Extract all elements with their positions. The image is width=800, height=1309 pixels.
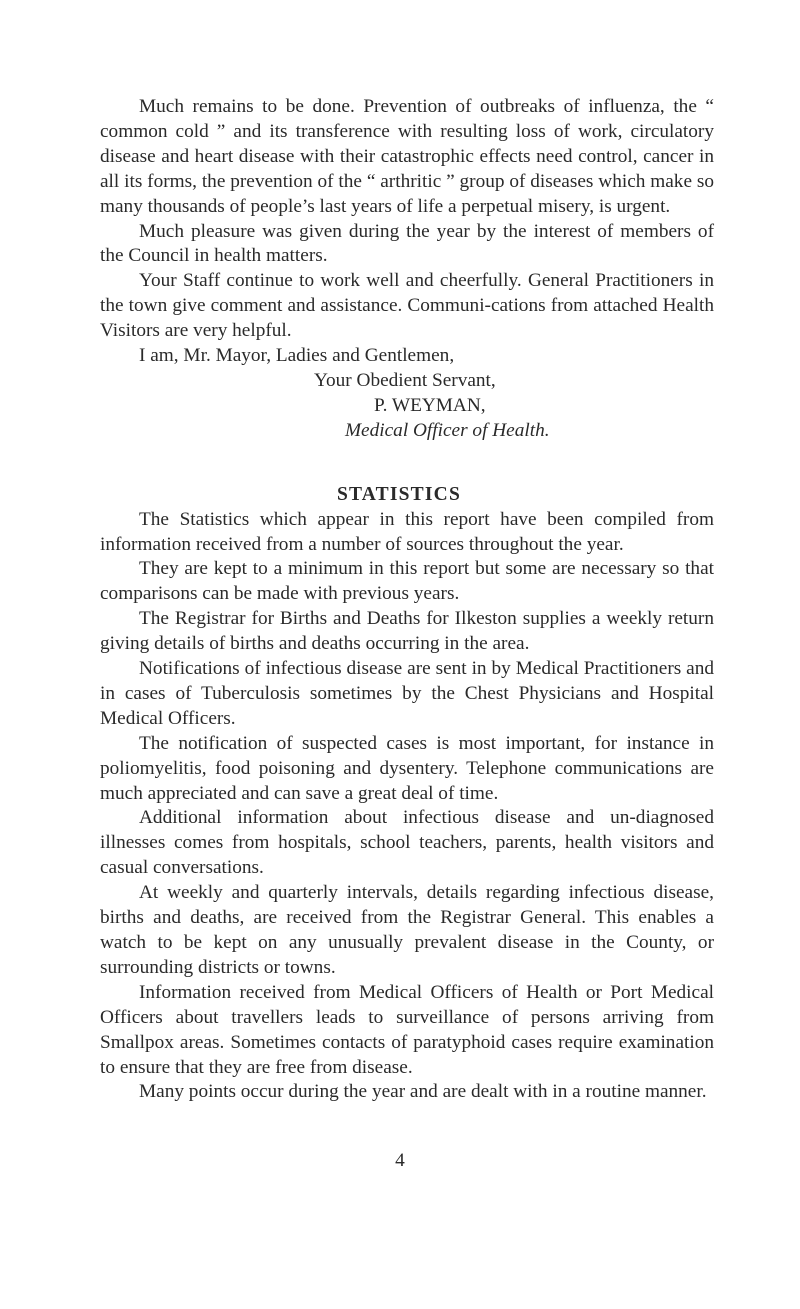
statistics-paragraph: Additional information about infectious disease and un-diagnosed illnesses comes from hospitals, school teachers, parents, health visitors and casual conversations. [100, 807, 714, 879]
statistics-paragraph: Many points occur during the year and are dealt with in a routine manner. [139, 1081, 707, 1103]
statistics-paragraph: Information received from Medical Officers of Health or Port Medical Officers about travellers leads to surveillance of persons arriving from Smallpox areas. Sometimes contacts of paratyphoid cases require examination to ensure that they are free from disease. [100, 981, 714, 1078]
statistics-paragraph: The notification of suspected cases is most important, for instance in poliomyelitis, food poisoning and dysentery. Telephone communications are much appreciated and can save a great deal of time. [100, 732, 714, 804]
intro-paragraph: Much pleasure was given during the year by the interest of members of the Council in health matters. [100, 220, 714, 267]
intro-paragraph: Much remains to be done. Prevention of outbreaks of influenza, the “ common cold ” and its transference with resulting loss of work, circulatory disease and heart disease with their catastrophic effects need control, cancer in all its forms, the prevention of the “ arthritic ” group of diseases which make so many thousands of people’s last years of life a perpetual misery, is urgent. [100, 96, 714, 217]
statistics-paragraph: Notifications of infectious disease are sent in by Medical Practitioners and in cases of Tuberculosis sometimes by the Chest Physicians and Hospital Medical Officers. [100, 658, 714, 729]
statistics-paragraph: At weekly and quarterly intervals, details regarding infectious disease, births and deaths, are received from the Registrar General. This enables a watch to be kept on any unusually prevalent disease in the County, or surrounding districts or towns. [100, 882, 714, 978]
page-number: 4 [395, 1150, 405, 1171]
signature-name: P. WEYMAN, [374, 394, 486, 416]
signature-title: Medical Officer of Health. [345, 419, 550, 441]
salutation: I am, Mr. Mayor, Ladies and Gentlemen, [139, 345, 455, 367]
statistics-paragraph: They are kept to a minimum in this report but some are necessary so that comparisons can be made with previous years. [100, 558, 714, 605]
statistics-paragraph: The Statistics which appear in this report have been compiled from information received from a number of sources throughout the year. [100, 508, 714, 555]
signature-closing: Your Obedient Servant, [314, 369, 496, 391]
statistics-paragraph: The Registrar for Births and Deaths for Ilkeston supplies a weekly return giving details of births and deaths occurring in the area. [100, 608, 714, 655]
text-column [100, 95, 714, 1105]
statistics-heading: STATISTICS [336, 483, 461, 505]
intro-paragraph: Your Staff continue to work well and cheerfully. General Practitioners in the town give comment and assistance. Communi-cations from attached Health Visitors are very helpful. [100, 270, 714, 342]
